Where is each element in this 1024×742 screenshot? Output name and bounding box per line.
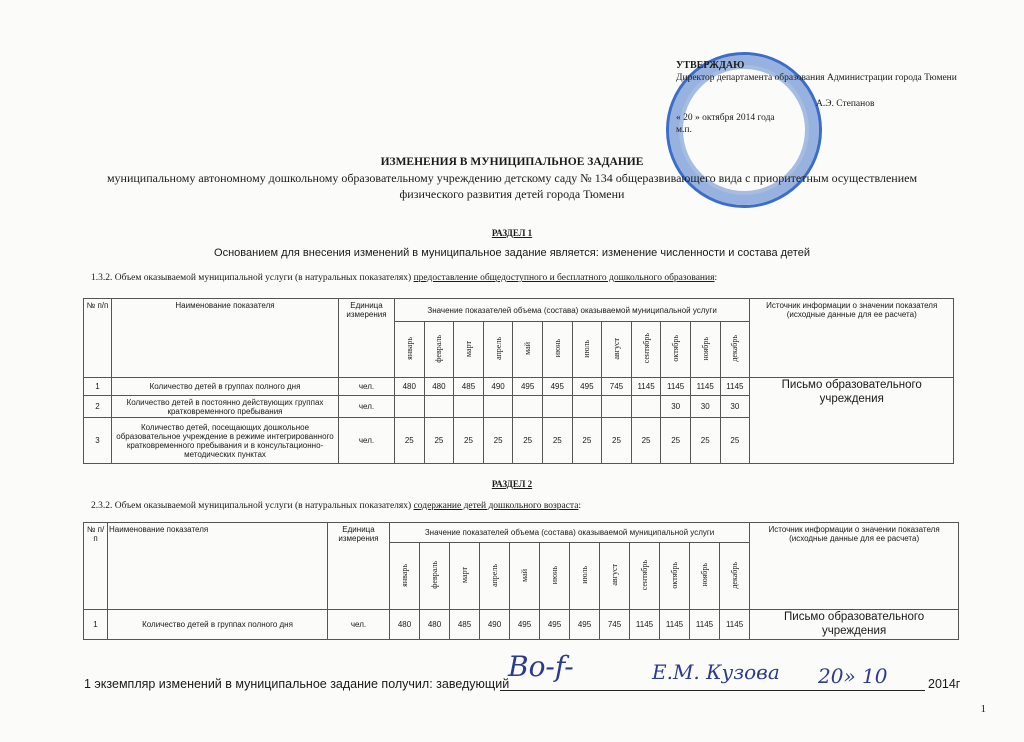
value-cell: 30 xyxy=(720,396,750,418)
value-cell: 495 xyxy=(570,610,600,640)
approval-date: « 20 » октября 2014 года xyxy=(676,113,775,123)
value-cell: 25 xyxy=(483,418,513,464)
value-cell: 745 xyxy=(600,610,630,640)
section1-heading: РАЗДЕЛ 1 xyxy=(491,228,533,238)
month-label: июль xyxy=(580,566,589,584)
value-cell xyxy=(395,396,425,418)
month-label: ноябрь xyxy=(700,563,709,587)
value-cell: 495 xyxy=(572,378,602,396)
month-header xyxy=(602,322,632,378)
section2-heading: РАЗДЕЛ 2 xyxy=(491,479,533,489)
value-cell: 745 xyxy=(602,378,632,396)
month-header xyxy=(390,543,420,610)
value-cell: 480 xyxy=(420,610,450,640)
col-header-num: № п/п xyxy=(84,523,108,610)
handwritten-name: Е.М. Кузова xyxy=(652,660,780,684)
month-header xyxy=(480,543,510,610)
approval-position: Директор департамента образования Администрации города Тюмени xyxy=(676,73,957,83)
approval-mp: м.п. xyxy=(676,125,692,135)
value-cell: 480 xyxy=(390,610,420,640)
month-header xyxy=(570,543,600,610)
month-header xyxy=(450,543,480,610)
value-cell: 1145 xyxy=(720,378,750,396)
month-label: февраль xyxy=(434,334,444,363)
month-label: сентябрь xyxy=(640,559,649,591)
value-cell: 495 xyxy=(513,378,543,396)
unit-cell: чел. xyxy=(339,378,395,396)
receipt-year: 2014г xyxy=(928,677,961,691)
page-number: 1 xyxy=(980,703,986,715)
indicator-name: Количество детей в группах полного дня xyxy=(112,378,339,396)
row-number: 1 xyxy=(84,610,108,640)
month-header xyxy=(420,543,450,610)
month-header xyxy=(631,322,661,378)
month-header xyxy=(454,322,484,378)
col-header-values: Значение показателей объема (состава) оказываемой муниципальной услуги xyxy=(390,523,750,543)
value-cell: 25 xyxy=(424,418,454,464)
month-header xyxy=(690,543,720,610)
month-header xyxy=(660,543,690,610)
value-cell: 480 xyxy=(424,378,454,396)
value-cell xyxy=(572,396,602,418)
month-label: июнь xyxy=(552,339,562,358)
value-cell: 25 xyxy=(690,418,720,464)
value-cell: 480 xyxy=(395,378,425,396)
value-cell: 1145 xyxy=(720,610,750,640)
source-cell: Письмо образовательного учреждения xyxy=(750,378,954,464)
month-label: январь xyxy=(400,563,409,587)
row-number: 2 xyxy=(84,396,112,418)
month-label: октябрь xyxy=(671,335,681,362)
month-header xyxy=(690,322,720,378)
value-cell: 1145 xyxy=(660,610,690,640)
value-cell: 1145 xyxy=(661,378,691,396)
col-header-name: Наименование показателя xyxy=(108,523,328,610)
value-cell: 490 xyxy=(483,378,513,396)
value-cell: 25 xyxy=(602,418,632,464)
month-header xyxy=(510,543,540,610)
month-header xyxy=(661,322,691,378)
value-cell xyxy=(513,396,543,418)
value-cell: 1145 xyxy=(631,378,661,396)
section1-para-suffix: : xyxy=(714,273,718,283)
month-label: декабрь xyxy=(730,561,740,589)
month-label: июль xyxy=(582,339,592,358)
month-label: сентябрь xyxy=(641,333,651,364)
unit-cell: чел. xyxy=(339,396,395,418)
month-header xyxy=(572,322,602,378)
month-label: август xyxy=(610,564,619,586)
month-label: январь xyxy=(404,337,414,360)
col-header-values: Значение показателей объема (состава) оказываемой муниципальной услуги xyxy=(395,299,750,322)
title-line-1: ИЗМЕНЕНИЯ В МУНИЦИПАЛЬНОЕ ЗАДАНИЕ xyxy=(380,156,644,168)
month-label: май xyxy=(520,568,529,582)
title-line-3: физического развития детей города Тюмени xyxy=(399,187,625,201)
month-header xyxy=(513,322,543,378)
value-cell xyxy=(424,396,454,418)
section1-paragraph xyxy=(91,273,717,283)
value-cell xyxy=(542,396,572,418)
unit-cell: чел. xyxy=(339,418,395,464)
value-cell xyxy=(631,396,661,418)
section2-table xyxy=(83,522,959,640)
handwritten-date: 20» 10 xyxy=(818,664,888,688)
unit-cell: чел. xyxy=(328,610,390,640)
month-label: октябрь xyxy=(670,561,679,589)
document-title xyxy=(0,153,1024,202)
month-header xyxy=(630,543,660,610)
value-cell: 30 xyxy=(690,396,720,418)
value-cell: 25 xyxy=(395,418,425,464)
approval-signer: А.Э. Степанов xyxy=(816,99,875,109)
row-number: 3 xyxy=(84,418,112,464)
month-label: май xyxy=(523,342,533,355)
month-label: март xyxy=(463,340,473,357)
value-cell: 25 xyxy=(720,418,750,464)
month-label: июнь xyxy=(550,565,559,585)
section1-service-name: предоставление общедоступного и бесплатного дошкольного образования xyxy=(413,273,715,283)
value-cell: 485 xyxy=(450,610,480,640)
section2-paragraph xyxy=(91,501,581,511)
month-header xyxy=(542,322,572,378)
section1-para-prefix: 1.3.2. Объем оказываемой муниципальной услуги (в натуральных показателях) xyxy=(91,273,414,283)
section2-service-name: содержание детей дошкольного возраста xyxy=(413,501,579,511)
col-header-unit: Единица измерения xyxy=(328,523,390,610)
indicator-name: Количество детей в постоянно действующих группах кратковременного пребывания xyxy=(112,396,339,418)
value-cell: 495 xyxy=(540,610,570,640)
section1-basis: Основанием для внесения изменений в муниципальное задание является: изменение численности и состава детей xyxy=(214,247,810,259)
handwritten-signature: Bo-f- xyxy=(508,650,574,683)
value-cell: 25 xyxy=(513,418,543,464)
col-header-num: № п/п xyxy=(84,299,112,378)
table-row xyxy=(84,378,954,396)
indicator-name: Количество детей в группах полного дня xyxy=(108,610,328,640)
col-header-unit: Единица измерения xyxy=(339,299,395,378)
value-cell: 25 xyxy=(661,418,691,464)
month-label: август xyxy=(611,337,621,360)
value-cell: 25 xyxy=(454,418,484,464)
section2-para-prefix: 2.3.2. Объем оказываемой муниципальной услуги (в натуральных показателях) xyxy=(91,501,414,511)
col-header-source: Источник информации о значении показателя (исходные данные для ее расчета) xyxy=(750,299,954,378)
value-cell xyxy=(454,396,484,418)
month-label: февраль xyxy=(430,561,439,589)
col-header-source: Источник информации о значении показателя (исходные данные для ее расчета) xyxy=(750,523,959,610)
approval-label: УТВЕРЖДАЮ xyxy=(676,60,745,71)
value-cell: 1145 xyxy=(630,610,660,640)
month-header xyxy=(720,322,750,378)
value-cell xyxy=(602,396,632,418)
title-line-2: муниципальному автономному дошкольному образовательному учреждению детскому саду № 134 общеразвивающего вида с приоритетным осуществлением xyxy=(106,171,918,185)
table-row xyxy=(84,610,959,640)
month-label: ноябрь xyxy=(700,336,710,361)
value-cell: 1145 xyxy=(690,610,720,640)
source-cell: Письмо образовательного учреждения xyxy=(750,610,959,640)
value-cell: 490 xyxy=(480,610,510,640)
month-header xyxy=(424,322,454,378)
month-header xyxy=(600,543,630,610)
month-label: декабрь xyxy=(730,335,740,362)
indicator-name: Количество детей, посещающих дошкольное образовательное учреждение в режиме интегрированного кратковременного пребывания и в консультационно-методических пунктах xyxy=(112,418,339,464)
value-cell: 25 xyxy=(542,418,572,464)
signature-underline xyxy=(500,690,925,691)
section1-table xyxy=(83,298,954,464)
value-cell: 485 xyxy=(454,378,484,396)
value-cell: 30 xyxy=(661,396,691,418)
month-label: апрель xyxy=(493,337,503,360)
col-header-name: Наименование показателя xyxy=(112,299,339,378)
value-cell: 25 xyxy=(631,418,661,464)
value-cell: 495 xyxy=(542,378,572,396)
month-header xyxy=(720,543,750,610)
value-cell xyxy=(483,396,513,418)
row-number: 1 xyxy=(84,378,112,396)
value-cell: 1145 xyxy=(690,378,720,396)
month-header xyxy=(395,322,425,378)
receipt-line: 1 экземпляр изменений в муниципальное задание получил: заведующий xyxy=(84,677,510,691)
month-header xyxy=(483,322,513,378)
approval-block xyxy=(676,60,976,136)
month-header xyxy=(540,543,570,610)
month-label: апрель xyxy=(490,563,499,587)
section2-para-suffix: : xyxy=(578,501,582,511)
month-label: март xyxy=(460,567,469,583)
value-cell: 495 xyxy=(510,610,540,640)
value-cell: 25 xyxy=(572,418,602,464)
